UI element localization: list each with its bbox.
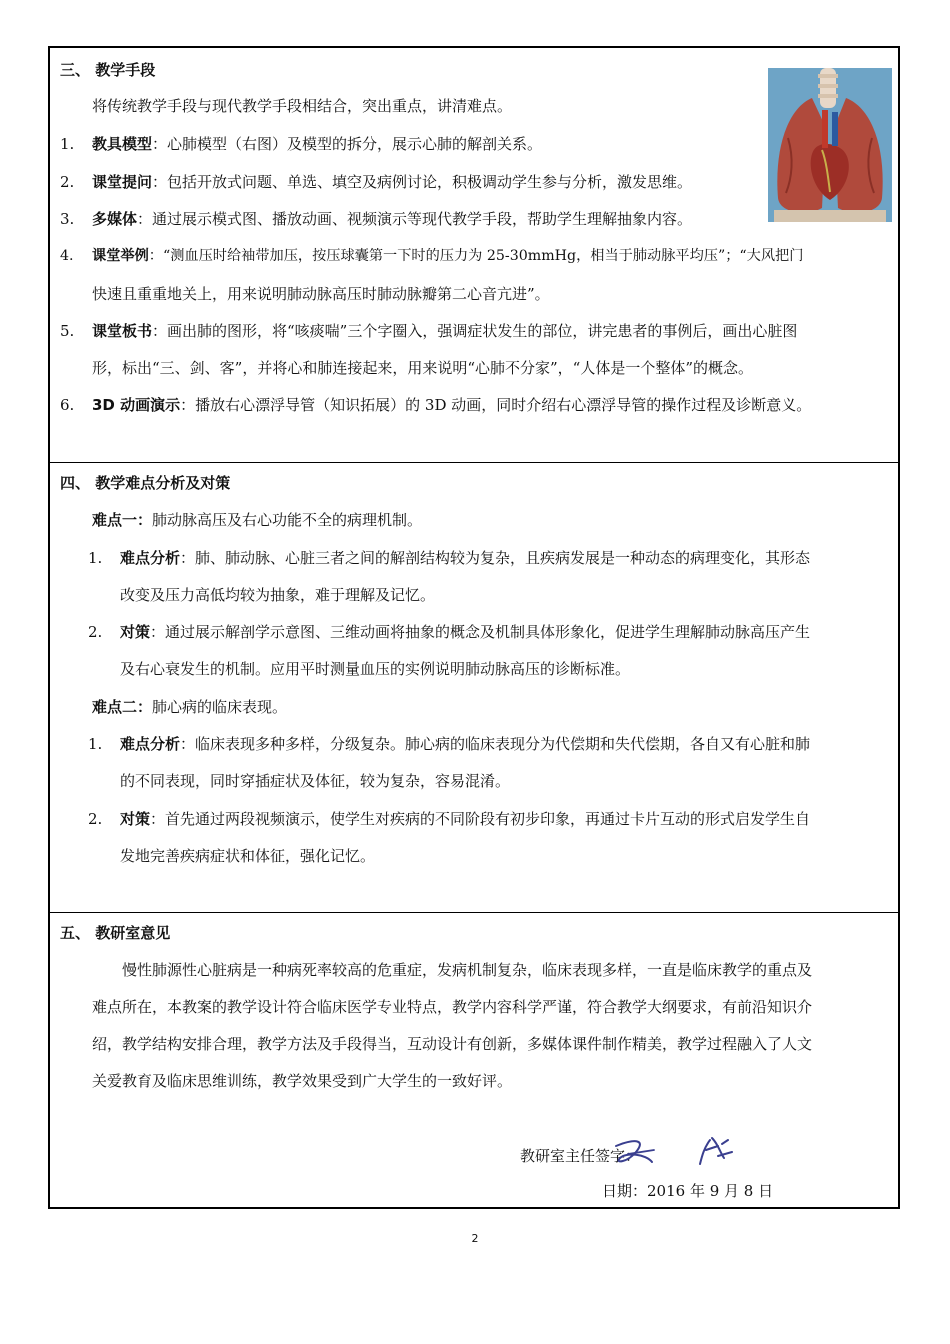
section-intro: 将传统教学手段与现代教学手段相结合，突出重点，讲清难点。 [92,97,513,115]
list-item: 3. 多媒体：通过展示模式图、播放动画、视频演示等现代教学手段，帮助学生理解抽象内容。 [60,210,693,228]
list-item: 6. 3D 动画演示：播放右心漂浮导管（知识拓展）的 3D 动画，同时介绍右心漂浮导管的操作过程及诊断意义。 [60,396,812,414]
list-item: 1. 教具模型：心肺模型（右图）及模型的拆分，展示心肺的解剖关系。 [60,135,543,153]
list-item: 1. 难点分析：临床表现多种多样，分级复杂。肺心病的临床表现分为代偿期和失代偿期，各自又有心脏和肺 [88,735,811,753]
list-item: 2. 课堂提问：包括开放式问题、单选、填空及病例讨论，积极调动学生参与分析，激发思维。 [60,173,693,191]
list-item-continuation: 快速且重重地关上，用来说明肺动脉高压时肺动脉瓣第二心音亢进”。 [92,285,550,303]
section-title: 五、 教研室意见 [60,924,171,942]
opinion-line: 慢性肺源性心脏病是一种病死率较高的危重症，发病机制复杂，临床表现多样，一直是临床教学的重点及 [122,961,813,979]
opinion-line: 绍，教学结构安排合理，教学方法及手段得当，互动设计有创新，多媒体课件制作精美，教学过程融入了人文 [92,1035,813,1053]
difficulty-one: 难点一：肺动脉高压及右心功能不全的病理机制。 [92,511,423,529]
opinion-line: 关爱教育及临床思维训练，教学效果受到广大学生的一致好评。 [92,1072,513,1090]
opinion-line: 难点所在，本教案的教学设计符合临床医学专业特点，教学内容科学严谨，符合教学大纲要求，有前沿知识介 [92,998,813,1016]
section-department-opinion [50,912,898,1209]
list-item: 4. 课堂举例：“测血压时给袖带加压，按压球囊第一下时的压力为 25-30mmHg，相当于肺动脉平均压”；“大风把门 [60,248,804,264]
list-item-continuation: 的不同表现，同时穿插症状及体征，较为复杂，容易混淆。 [120,772,511,790]
section-title: 三、 教学手段 [60,61,156,79]
list-item: 2. 对策：通过展示解剖学示意图、三维动画将抽象的概念及机制具体形象化，促进学生理解肺动脉高压产生 [88,623,811,641]
list-item: 1. 难点分析：肺、肺动脉、心脏三者之间的解剖结构较为复杂，且疾病发展是一种动态的病理变化，其形态 [88,549,811,567]
list-item-continuation: 改变及压力高低均较为抽象，难于理解及记忆。 [120,586,436,604]
section-title: 四、 教学难点分析及对策 [60,474,231,492]
list-item-continuation: 发地完善疾病症状和体征，强化记忆。 [120,847,376,865]
date-line: 日期：2016 年 9 月 8 日 [602,1182,774,1200]
section-difficulties [50,462,898,912]
list-item: 5. 课堂板书：画出肺的图形，将“咳痰喘”三个字圈入，强调症状发生的部位，讲完患者的事例后，画出心脏图 [60,322,798,340]
document-frame [48,46,900,1209]
heart-lung-model-photo [768,68,892,222]
signature-label: 教研室主任签字： [520,1147,641,1165]
handwritten-signature [606,1134,756,1170]
list-item-continuation: 形，标出“三、剑、客”，并将心和肺连接起来，用来说明“心肺不分家”，“人体是一个整体”的概念。 [92,359,754,377]
list-item-continuation: 及右心衰发生的机制。应用平时测量血压的实例说明肺动脉高压的诊断标准。 [120,660,631,678]
heart-lung-model-illustration [768,68,892,222]
page-number: 2 [471,1232,479,1245]
list-item: 2. 对策：首先通过两段视频演示，使学生对疾病的不同阶段有初步印象，再通过卡片互动的形式启发学生自 [88,810,811,828]
difficulty-two: 难点二：肺心病的临床表现。 [92,698,288,716]
section-teaching-methods [50,48,898,462]
